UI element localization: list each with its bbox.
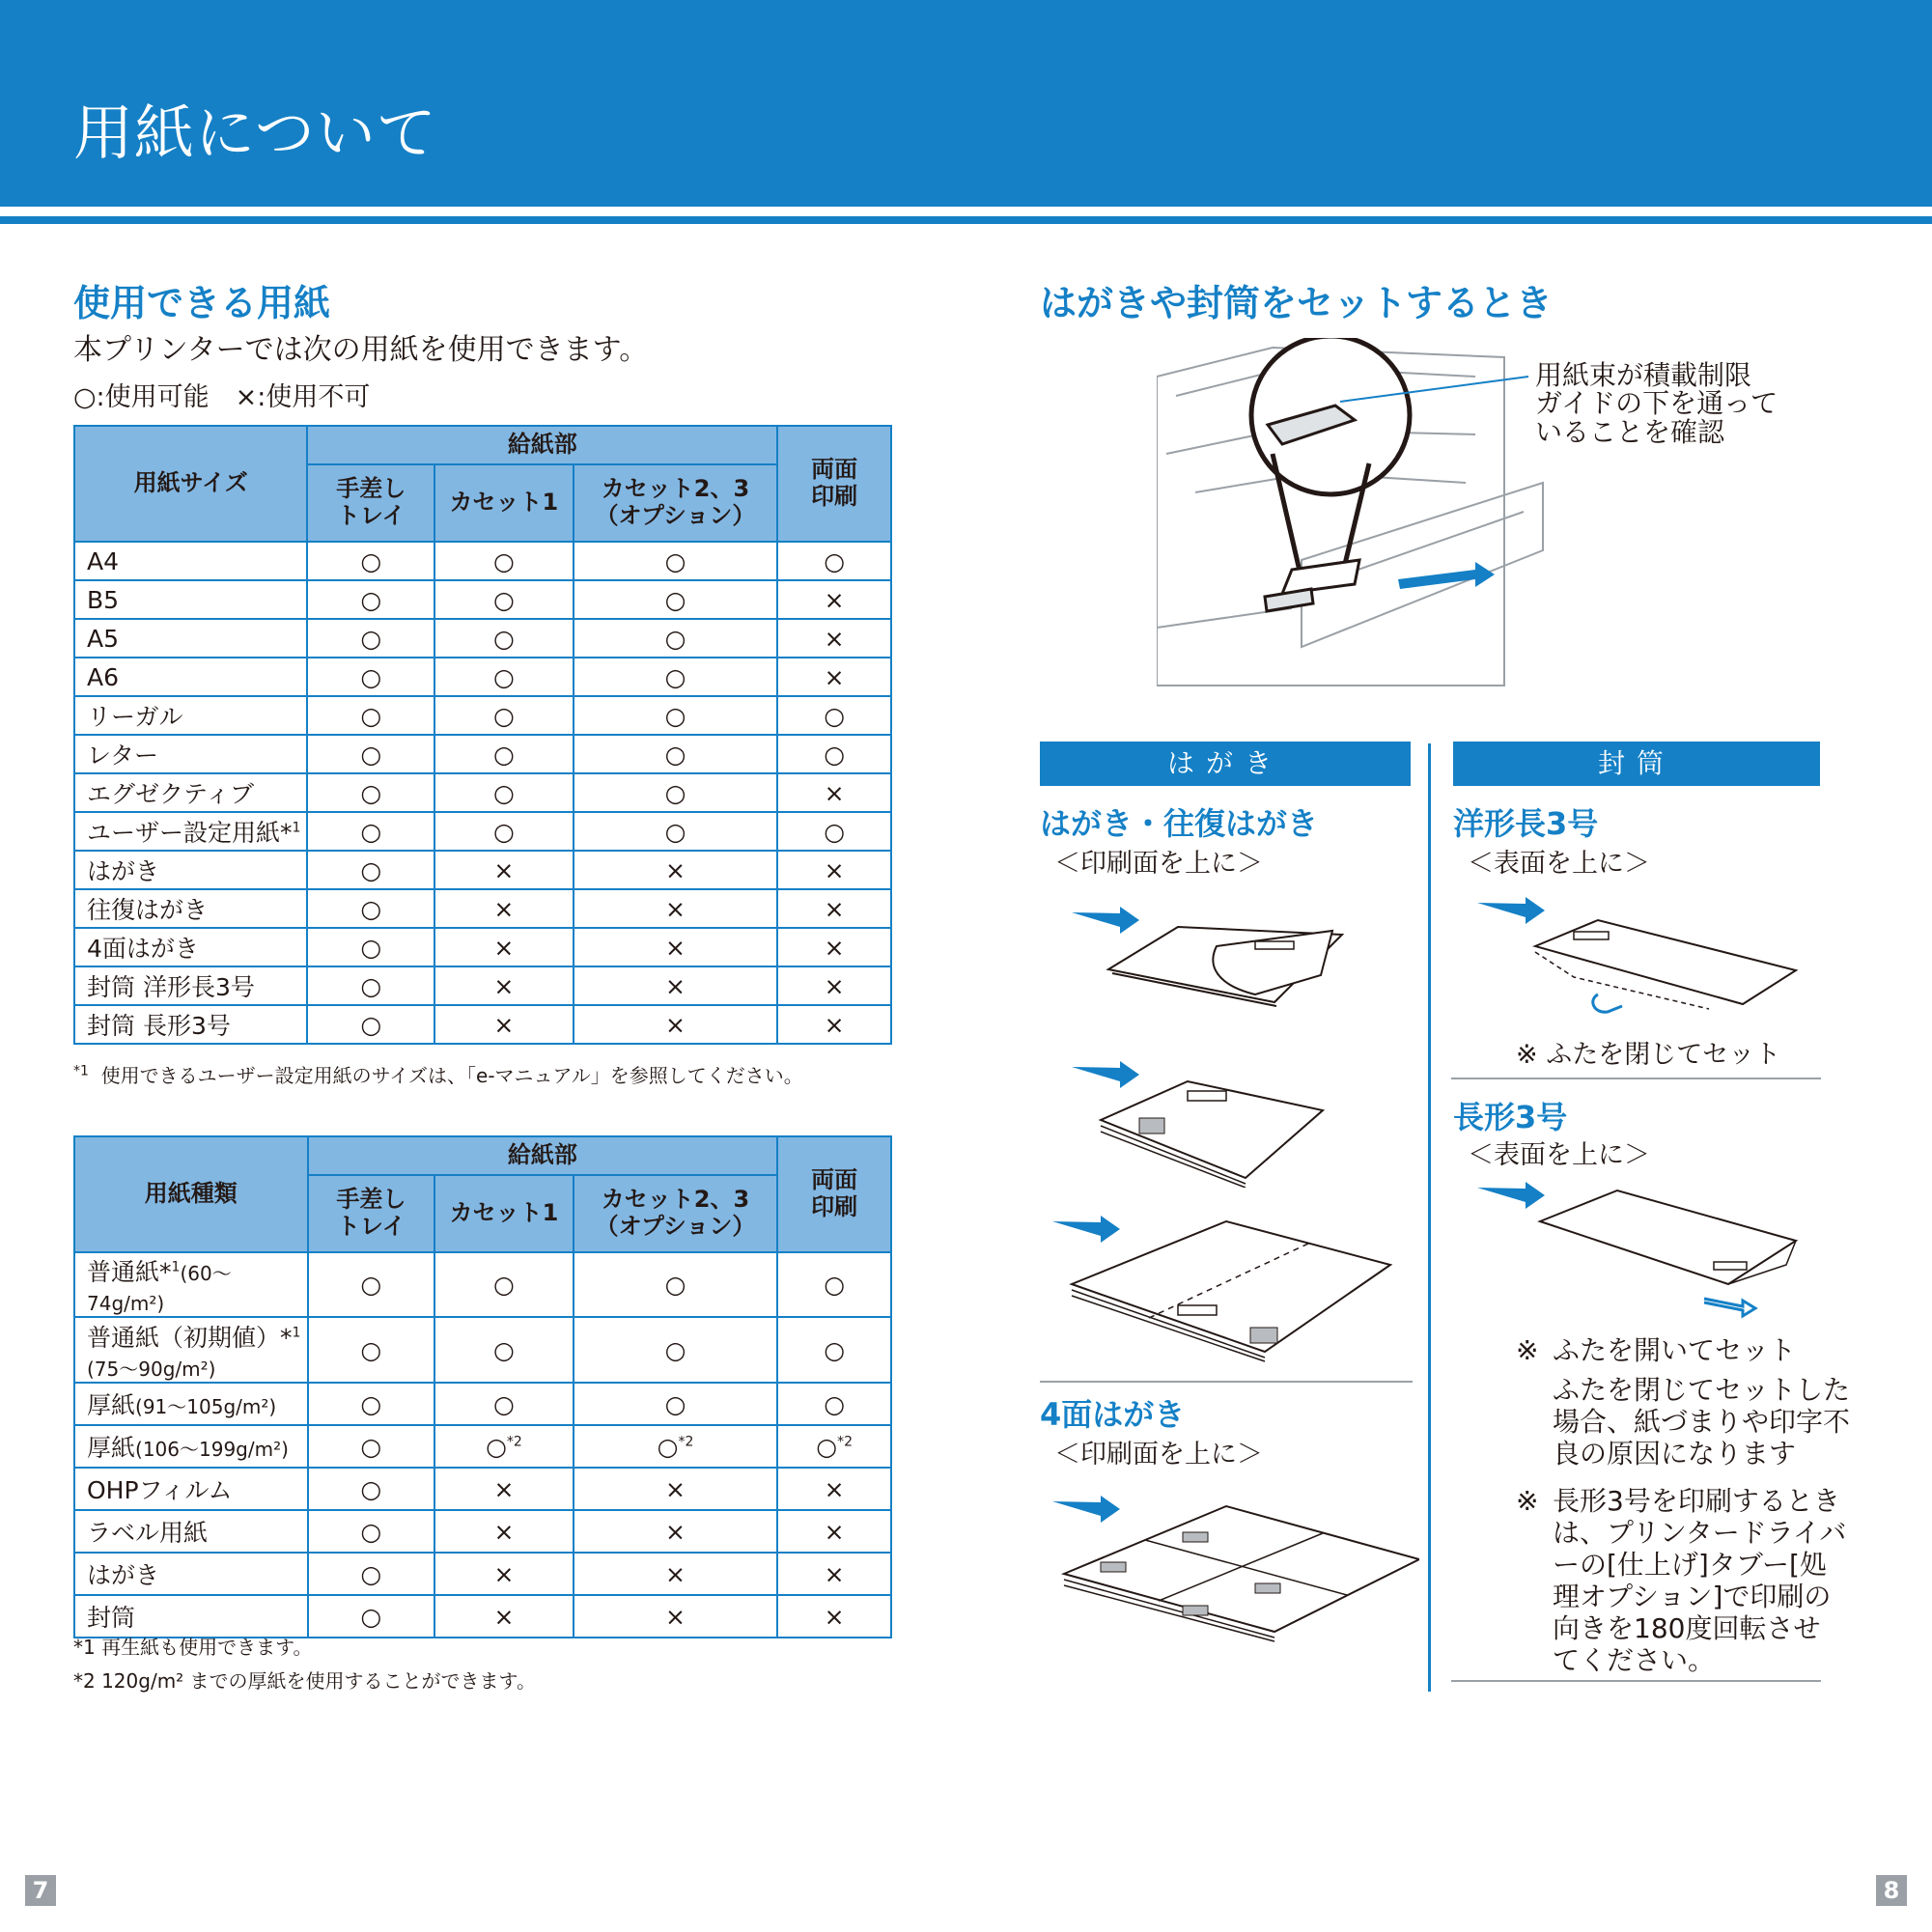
cell-c2: ○ (434, 619, 574, 658)
table2-footnote-2: *2 120g/m² までの厚紙を使用することができます。 (73, 1669, 536, 1693)
cell-c1: ○ (308, 1468, 435, 1510)
cell-c1: ○ (308, 1383, 435, 1425)
cell-c2: ○ (434, 580, 574, 619)
row-label: 往復はがき (74, 889, 307, 928)
postcard-orientation: ＜印刷面を上に＞ (1054, 849, 1263, 879)
cell-c1: ○ (308, 1425, 435, 1468)
naga-envelope-illustration (1468, 1173, 1806, 1328)
col-header-duplex: 両面 印刷 (777, 426, 891, 542)
cell-c3: × (574, 928, 778, 966)
row-label: 封筒 (74, 1595, 308, 1638)
four-postcard-illustration (1043, 1487, 1419, 1651)
naga-orientation: ＜表面を上に＞ (1468, 1140, 1650, 1170)
table-row (74, 773, 891, 812)
table-row (74, 966, 891, 1005)
col-header-feeder: 給紙部 (307, 426, 777, 464)
cell-c3: × (574, 1595, 777, 1638)
legend-text: ○:使用可能 ×:使用不可 (73, 382, 371, 412)
postcard-title: はがき・往復はがき (1040, 805, 1319, 842)
cell-c1: ○ (307, 851, 434, 889)
cell-c4: ○ (777, 1383, 891, 1425)
naga-note-1: ※ ふたを開いてセット ふたを閉じてセットした 場合、紙づまりや印字不 良の原因になります (1516, 1334, 1851, 1470)
cell-c3: × (574, 851, 778, 889)
row-label: OHPフィルム (74, 1468, 308, 1510)
table-row (74, 1553, 891, 1595)
cell-c2: × (434, 851, 574, 889)
header-band (0, 0, 1932, 207)
paper-size-table (73, 425, 892, 1045)
table-row (74, 851, 891, 889)
divider-postcard (1040, 1381, 1413, 1383)
row-label: レター (74, 735, 307, 773)
four-postcard-orientation: ＜印刷面を上に＞ (1054, 1440, 1263, 1470)
table-row (74, 889, 891, 928)
table-row (74, 580, 891, 619)
box-head-envelope: 封筒 (1453, 742, 1820, 786)
cell-c1: ○ (308, 1595, 435, 1638)
cell-c3: × (574, 889, 778, 928)
cell-c4: × (777, 1510, 891, 1553)
cell-c3: ○ (574, 619, 778, 658)
cell-c1: ○ (307, 966, 434, 1005)
cell-c1: ○ (308, 1317, 435, 1383)
row-label: 封筒 洋形長3号 (74, 966, 307, 1005)
table-row (74, 542, 891, 580)
cell-c1: ○ (307, 1005, 434, 1044)
col-header-manual-tray: 手差し トレイ (308, 1175, 435, 1252)
cell-c4: × (777, 889, 891, 928)
cell-c4: × (777, 773, 891, 812)
cell-c2: × (434, 1510, 574, 1553)
row-label: 普通紙*$^1$(60～74g/m²) (74, 1252, 308, 1317)
row-label: エグゼクティブ (74, 773, 307, 812)
cell-c3: ○ (574, 773, 778, 812)
table-row (74, 812, 891, 851)
cell-c3: ○ (574, 735, 778, 773)
section-title-postcard-envelope: はがきや封筒をセットするとき (1040, 282, 1553, 324)
cell-c4: ○ (777, 735, 891, 773)
page-title: 用紙について (73, 98, 437, 168)
col-header-paper-type: 用紙種類 (74, 1136, 308, 1252)
table-row (74, 928, 891, 966)
cell-c3: ○ (574, 1317, 777, 1383)
row-label: 厚紙(106～199g/m²) (74, 1425, 308, 1468)
cell-c3: ○$^{*2}$ (574, 1425, 777, 1468)
yokei-orientation: ＜表面を上に＞ (1468, 849, 1650, 879)
cell-c1: ○ (307, 658, 434, 696)
cell-c3: × (574, 1005, 778, 1044)
naga-title: 長形3号 (1453, 1099, 1568, 1135)
cell-c2: ○ (434, 696, 574, 735)
table-row (74, 1383, 891, 1425)
row-label: A4 (74, 542, 307, 580)
row-label: リーガル (74, 696, 307, 735)
four-postcard-title: 4面はがき (1040, 1396, 1186, 1433)
cell-c3: ○ (574, 580, 778, 619)
col-header-cassette1: カセット1 (434, 464, 574, 542)
row-label: はがき (74, 851, 307, 889)
table-row (74, 735, 891, 773)
col-header-cassette1: カセット1 (434, 1175, 574, 1252)
cell-c2: × (434, 1005, 574, 1044)
table-row (74, 696, 891, 735)
page-number-left: 7 (25, 1875, 56, 1906)
cell-c4: × (777, 1595, 891, 1638)
row-label: ユーザー設定用紙*$^1$ (74, 812, 307, 851)
yokei-note: ※ ふたを閉じてセット (1516, 1040, 1781, 1070)
cell-c2: × (434, 928, 574, 966)
table-row (74, 1510, 891, 1553)
column-divider (1428, 743, 1431, 1692)
cell-c2: × (434, 1595, 574, 1638)
row-label: A5 (74, 619, 307, 658)
cell-c1: ○ (307, 542, 434, 580)
cell-c3: ○ (574, 1383, 777, 1425)
cell-c4: × (777, 580, 891, 619)
table-row (74, 619, 891, 658)
cell-c2: ○ (434, 1317, 574, 1383)
col-header-cassette23: カセット2、3 （オプション） (574, 464, 778, 542)
cell-c1: ○ (307, 773, 434, 812)
cell-c3: × (574, 1510, 777, 1553)
box-head-postcard: はがき (1040, 742, 1411, 786)
naga-note-2: ※ 長形3号を印刷するとき は、プリンタードライバ ーの[仕上げ]タブー[処 理オプション]で印刷の 向きを180度回転させ てください。 (1516, 1485, 1847, 1677)
cell-c3: ○ (574, 696, 778, 735)
cell-c2: ○ (434, 1383, 574, 1425)
cell-c1: ○ (307, 580, 434, 619)
table-row (74, 1252, 891, 1317)
cell-c3: × (574, 1468, 777, 1510)
col-header-manual-tray: 手差し トレイ (307, 464, 434, 542)
cell-c1: ○ (308, 1252, 435, 1317)
row-label: 4面はがき (74, 928, 307, 966)
cell-c1: ○ (307, 735, 434, 773)
cell-c1: ○ (307, 928, 434, 966)
page-number-right: 8 (1876, 1875, 1907, 1906)
cell-c4: × (777, 658, 891, 696)
cell-c3: ○ (574, 658, 778, 696)
cell-c4: ○ (777, 1252, 891, 1317)
cell-c3: ○ (574, 542, 778, 580)
table2-footnote-1: *1 再生紙も使用できます。 (73, 1636, 313, 1659)
col-header-duplex: 両面 印刷 (777, 1136, 891, 1252)
cell-c1: ○ (307, 696, 434, 735)
cell-c1: ○ (308, 1510, 435, 1553)
cell-c2: × (434, 1468, 574, 1510)
header-rule (0, 216, 1932, 224)
cell-c3: ○ (574, 812, 778, 851)
postcard-fold-illustration (1062, 888, 1371, 1014)
cell-c4: × (777, 928, 891, 966)
row-label: はがき (74, 1553, 308, 1595)
col-header-paper-size: 用紙サイズ (74, 426, 307, 542)
cell-c4: ○ (777, 696, 891, 735)
table-row (74, 1468, 891, 1510)
cell-c3: × (574, 966, 778, 1005)
printer-manual-tray-illustration (1157, 338, 1562, 695)
table-row (74, 1425, 891, 1468)
cell-c1: ○ (308, 1553, 435, 1595)
cell-c4: ○ (777, 542, 891, 580)
cell-c2: ○ (434, 658, 574, 696)
yokei-title: 洋形長3号 (1453, 805, 1599, 842)
section-title-usable-paper: 使用できる用紙 (73, 282, 331, 324)
cell-c1: ○ (307, 812, 434, 851)
row-label: 厚紙(91～105g/m²) (74, 1383, 308, 1425)
cell-c4: ○$^{*2}$ (777, 1425, 891, 1468)
yokei-envelope-illustration (1468, 888, 1806, 1023)
cell-c2: ○$^{*2}$ (434, 1425, 574, 1468)
row-label: ラベル用紙 (74, 1510, 308, 1553)
cell-c2: × (434, 1553, 574, 1595)
cell-c2: ○ (434, 1252, 574, 1317)
table-row (74, 1317, 891, 1383)
cell-c4: × (777, 851, 891, 889)
cell-c4: × (777, 966, 891, 1005)
table1-footnote: $^{*1}$ 使用できるユーザー設定用紙のサイズは、「e-マニュアル」を参照してください。 (73, 1063, 803, 1087)
paper-type-table (73, 1135, 892, 1638)
row-label: 普通紙（初期値）*$^1$ (75～90g/m²) (74, 1317, 308, 1383)
table-row (74, 1005, 891, 1044)
cell-c2: ○ (434, 735, 574, 773)
cell-c4: × (777, 1553, 891, 1595)
cell-c2: ○ (434, 773, 574, 812)
cell-c3: × (574, 1553, 777, 1595)
cell-c1: ○ (307, 889, 434, 928)
col-header-cassette23: カセット2、3 （オプション） (574, 1175, 777, 1252)
cell-c2: × (434, 889, 574, 928)
cell-c2: ○ (434, 812, 574, 851)
cell-c2: × (434, 966, 574, 1005)
cell-c4: × (777, 1005, 891, 1044)
table-row (74, 658, 891, 696)
divider-envelope (1451, 1078, 1821, 1079)
cell-c3: ○ (574, 1252, 777, 1317)
cell-c4: × (777, 1468, 891, 1510)
row-label: B5 (74, 580, 307, 619)
reply-postcard-illustration (1043, 1207, 1410, 1381)
cell-c4: ○ (777, 812, 891, 851)
cell-c1: ○ (307, 619, 434, 658)
col-header-feeder: 給紙部 (308, 1136, 778, 1175)
postcard-stack-illustration (1062, 1052, 1371, 1188)
cell-c2: ○ (434, 542, 574, 580)
cell-c4: × (777, 619, 891, 658)
row-label: 封筒 長形3号 (74, 1005, 307, 1044)
cell-c4: ○ (777, 1317, 891, 1383)
callout-guide-check: 用紙束が積載制限 ガイドの下を通って いることを確認 (1535, 359, 1778, 448)
divider-envelope-bottom (1451, 1680, 1821, 1682)
row-label: A6 (74, 658, 307, 696)
lead-text: 本プリンターでは次の用紙を使用できます。 (73, 333, 649, 367)
